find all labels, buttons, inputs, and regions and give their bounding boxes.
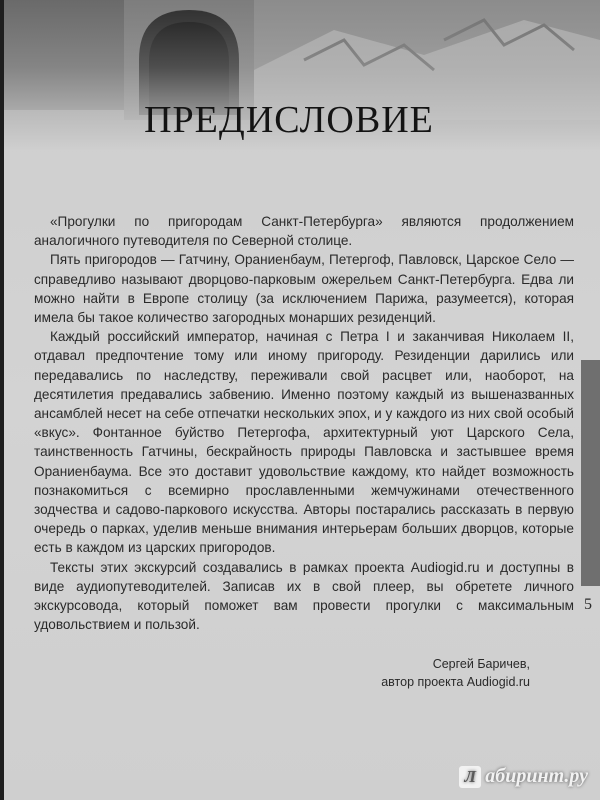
watermark-text: абиринт.ру: [485, 765, 588, 787]
paragraph: Тексты этих экскурсий создавались в рамках проекта Audiogid.ru и доступны в виде аудиопутеводителей. Записав их в свой плеер, вы обретете личного экскурсовода, который поможет вам провести прогулки с максимальным удовольствием и пользой.: [34, 559, 574, 633]
page-title: ПРЕДИСЛОВИЕ: [144, 99, 434, 141]
paragraph: «Прогулки по пригородам Санкт-Петербурга» являются продолжением аналогичного путеводителя по Северной столице.: [34, 214, 574, 249]
signature-role: автор проекта Audiogid.ru: [381, 675, 530, 689]
preface-body: [34, 212, 574, 634]
page-number: 5: [584, 596, 592, 613]
signature-name: Сергей Баричев,: [432, 657, 530, 671]
paragraph: Каждый российский император, начиная с Петра I и заканчивая Николаем II, отдавал предпочтение тому или иному пригороду. Резиденции дарились или передавались по наследству, переживали свой расцвет или, наоборот, на десятилетия предавались забвению. Именно поэтому каждый из вышеназванных ансамблей несет на себе отпечатки нескольких эпох, и у каждого из них свой особый «вкус». Фонтанное буйство Петергофа, архитектурный уют Царского Села, таинственность Гатчины, бескрайность природы Павловска и застывшее время Ораниенбаума. Все это доставит удовольствие каждому, кто найдет возможность познакомиться с всемирно прославленными жемчужинами отечественного зодчества и садово-паркового искусства. Авторы постарались рассказать в первую очередь о парках, уделив меньше внимания интерьерам больших дворцов, которые есть в каждом из царских пригородов.: [34, 329, 574, 556]
signature: [381, 655, 530, 691]
labirint-logo-icon: Л: [459, 766, 481, 788]
side-tab-marker: [581, 360, 600, 586]
labirint-watermark: [459, 765, 588, 788]
book-page: [4, 0, 600, 800]
paragraph: Пять пригородов — Гатчину, Ораниенбаум, Петергоф, Павловск, Царское Село — справедливо называют дворцово-парковым ожерельем Санкт-Петербурга. Едва ли можно найти в Европе столицу (за исключением Парижа, разумеется), которая имела бы такое количество загородных монарших резиденций.: [34, 252, 574, 326]
